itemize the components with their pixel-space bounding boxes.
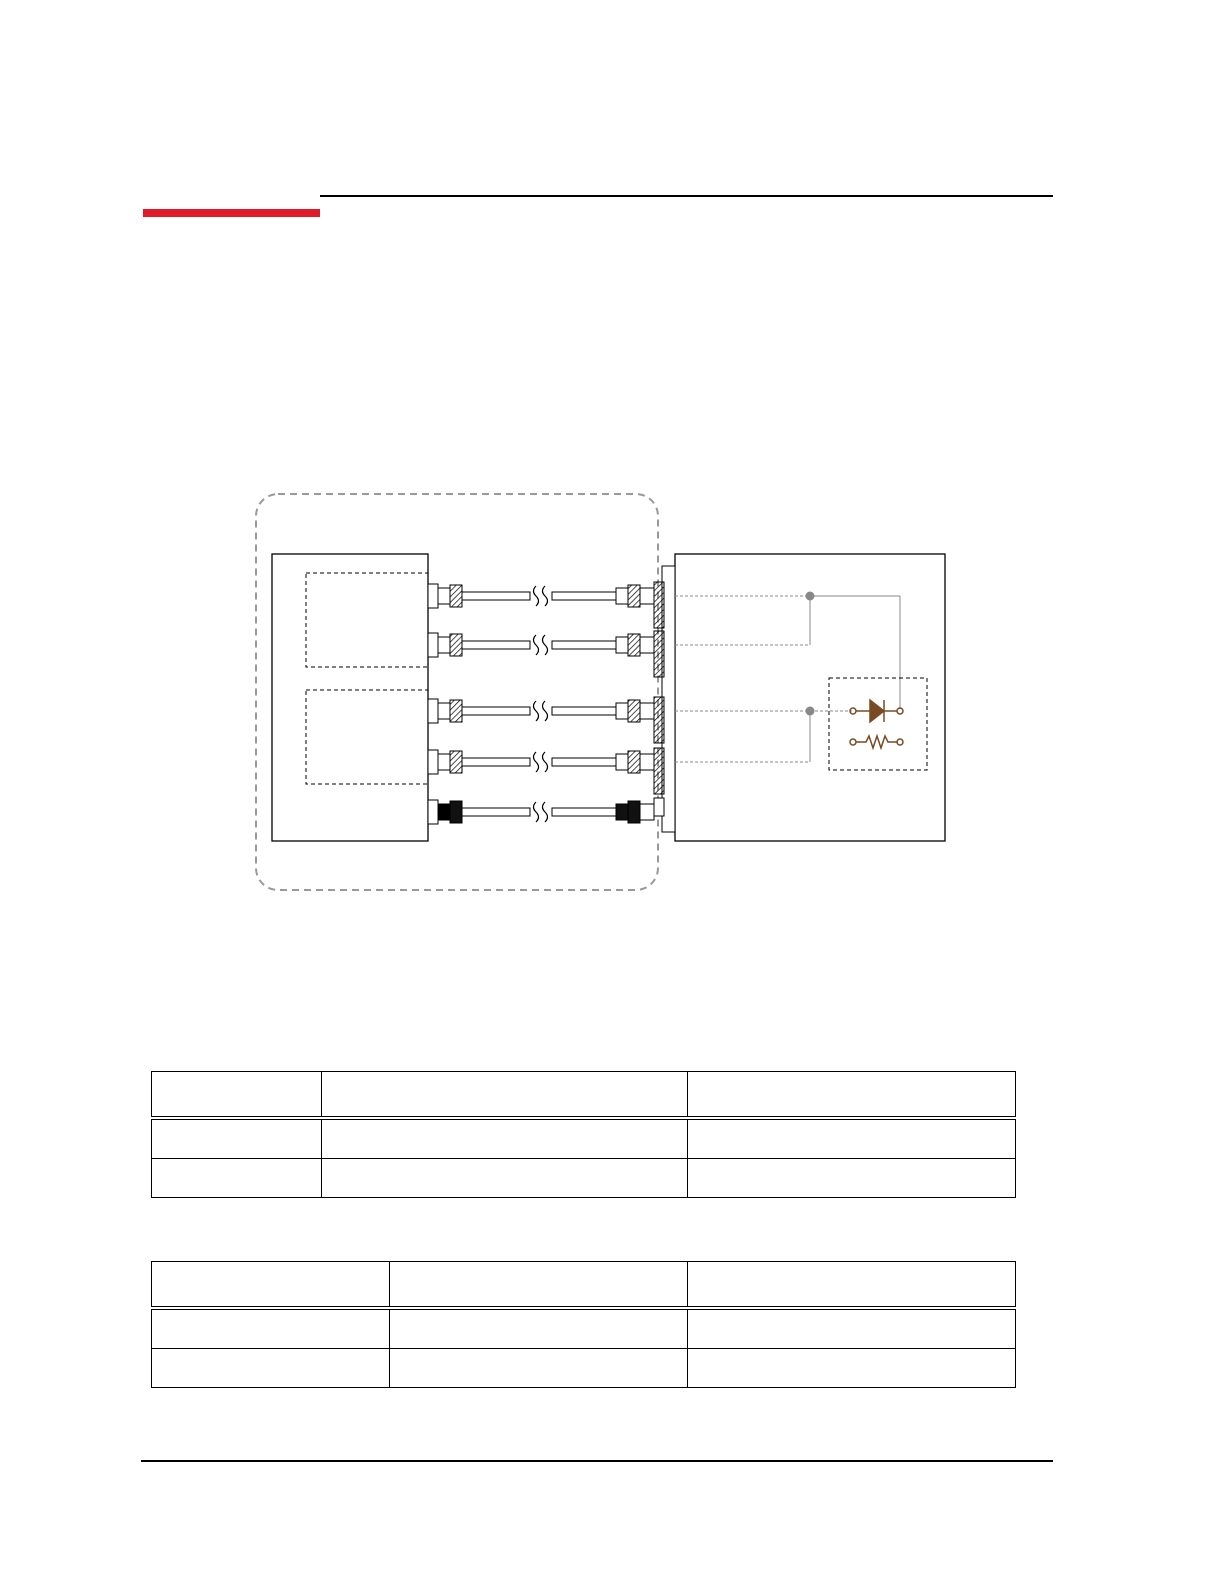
left-connector-body <box>438 703 450 719</box>
cable-break-mark <box>543 701 548 721</box>
cable-break-mark <box>543 752 548 772</box>
table-cell <box>688 1118 1016 1159</box>
table-cell <box>322 1159 688 1198</box>
right-connector-body <box>616 754 628 770</box>
cable-segment <box>552 592 616 600</box>
table-cell <box>152 1349 390 1388</box>
left-connector-flange <box>428 699 438 723</box>
panel-jack <box>654 748 664 794</box>
cable-set <box>428 582 664 824</box>
left-connector-body <box>438 588 450 604</box>
table-row <box>152 1118 1016 1159</box>
table-cell <box>322 1118 688 1159</box>
panel-jack <box>654 798 664 816</box>
right-connector-body <box>616 804 628 820</box>
table-header-cell <box>688 1262 1016 1309</box>
table-cell <box>152 1159 322 1198</box>
right-connector-body <box>616 637 628 653</box>
cable-segment <box>462 707 530 715</box>
right-connector-flange <box>640 637 654 653</box>
panel-jack <box>654 631 664 677</box>
table-row <box>152 1308 1016 1349</box>
table-header-cell <box>322 1072 688 1119</box>
right-connector-flange <box>640 804 654 820</box>
cable-segment <box>552 808 616 816</box>
table-cell <box>688 1308 1016 1349</box>
right-connector-nut <box>628 801 640 823</box>
cable-row <box>428 748 664 794</box>
wiring-junction-2 <box>806 707 815 716</box>
left-connector-nut <box>450 751 462 773</box>
table-cell <box>688 1349 1016 1388</box>
cable-break-mark <box>534 802 539 822</box>
right-connector-body <box>616 703 628 719</box>
table-row <box>152 1349 1016 1388</box>
cable-segment <box>552 641 616 649</box>
right-connector-flange <box>640 588 654 604</box>
left-connector-nut <box>450 634 462 656</box>
table-cell <box>152 1118 322 1159</box>
left-connector-flange <box>428 800 438 824</box>
cable-row <box>428 582 664 628</box>
table-cell <box>688 1159 1016 1198</box>
connection-diagram <box>240 480 970 910</box>
cable-segment <box>552 707 616 715</box>
section-accent-bar <box>143 209 320 217</box>
cable-break-mark <box>543 635 548 655</box>
cable-segment <box>552 758 616 766</box>
right-connector-nut <box>628 634 640 656</box>
left-connector-flange <box>428 633 438 657</box>
panel-jack <box>654 582 664 628</box>
right-connector-nut <box>628 751 640 773</box>
panel-jack <box>654 697 664 743</box>
left-connector-nut <box>450 585 462 607</box>
table-header-cell <box>688 1072 1016 1119</box>
cable-segment <box>462 641 530 649</box>
left-connector-body <box>438 754 450 770</box>
cable-break-mark <box>534 586 539 606</box>
left-connector-nut <box>450 801 462 823</box>
table-header-cell <box>152 1072 322 1119</box>
cable-segment <box>462 592 530 600</box>
right-connector-flange <box>640 754 654 770</box>
specification-table-2 <box>151 1261 1016 1388</box>
cable-row <box>428 798 664 824</box>
cable-row <box>428 631 664 677</box>
table-header-cell <box>152 1262 390 1309</box>
table-header-cell <box>390 1262 688 1309</box>
left-connector-body <box>438 637 450 653</box>
left-connector-body <box>438 804 450 820</box>
wiring-junction-1 <box>806 592 815 601</box>
right-connector-body <box>616 588 628 604</box>
cable-break-mark <box>543 586 548 606</box>
cable-break-mark <box>534 752 539 772</box>
left-connector-flange <box>428 584 438 608</box>
cable-break-mark <box>543 802 548 822</box>
table-row <box>152 1159 1016 1198</box>
header-rule <box>320 195 1053 197</box>
left-connector-nut <box>450 700 462 722</box>
cable-segment <box>462 758 530 766</box>
left-connector-flange <box>428 750 438 774</box>
footer-rule <box>141 1460 1053 1462</box>
right-connector-nut <box>628 585 640 607</box>
cable-segment <box>462 808 530 816</box>
cable-row <box>428 697 664 743</box>
right-connector-nut <box>628 700 640 722</box>
table-cell <box>152 1308 390 1349</box>
cable-break-mark <box>534 635 539 655</box>
source-instrument <box>272 554 428 841</box>
right-connector-flange <box>640 703 654 719</box>
table-cell <box>390 1308 688 1349</box>
specification-table-1 <box>151 1071 1016 1198</box>
cable-break-mark <box>534 701 539 721</box>
table-cell <box>390 1349 688 1388</box>
